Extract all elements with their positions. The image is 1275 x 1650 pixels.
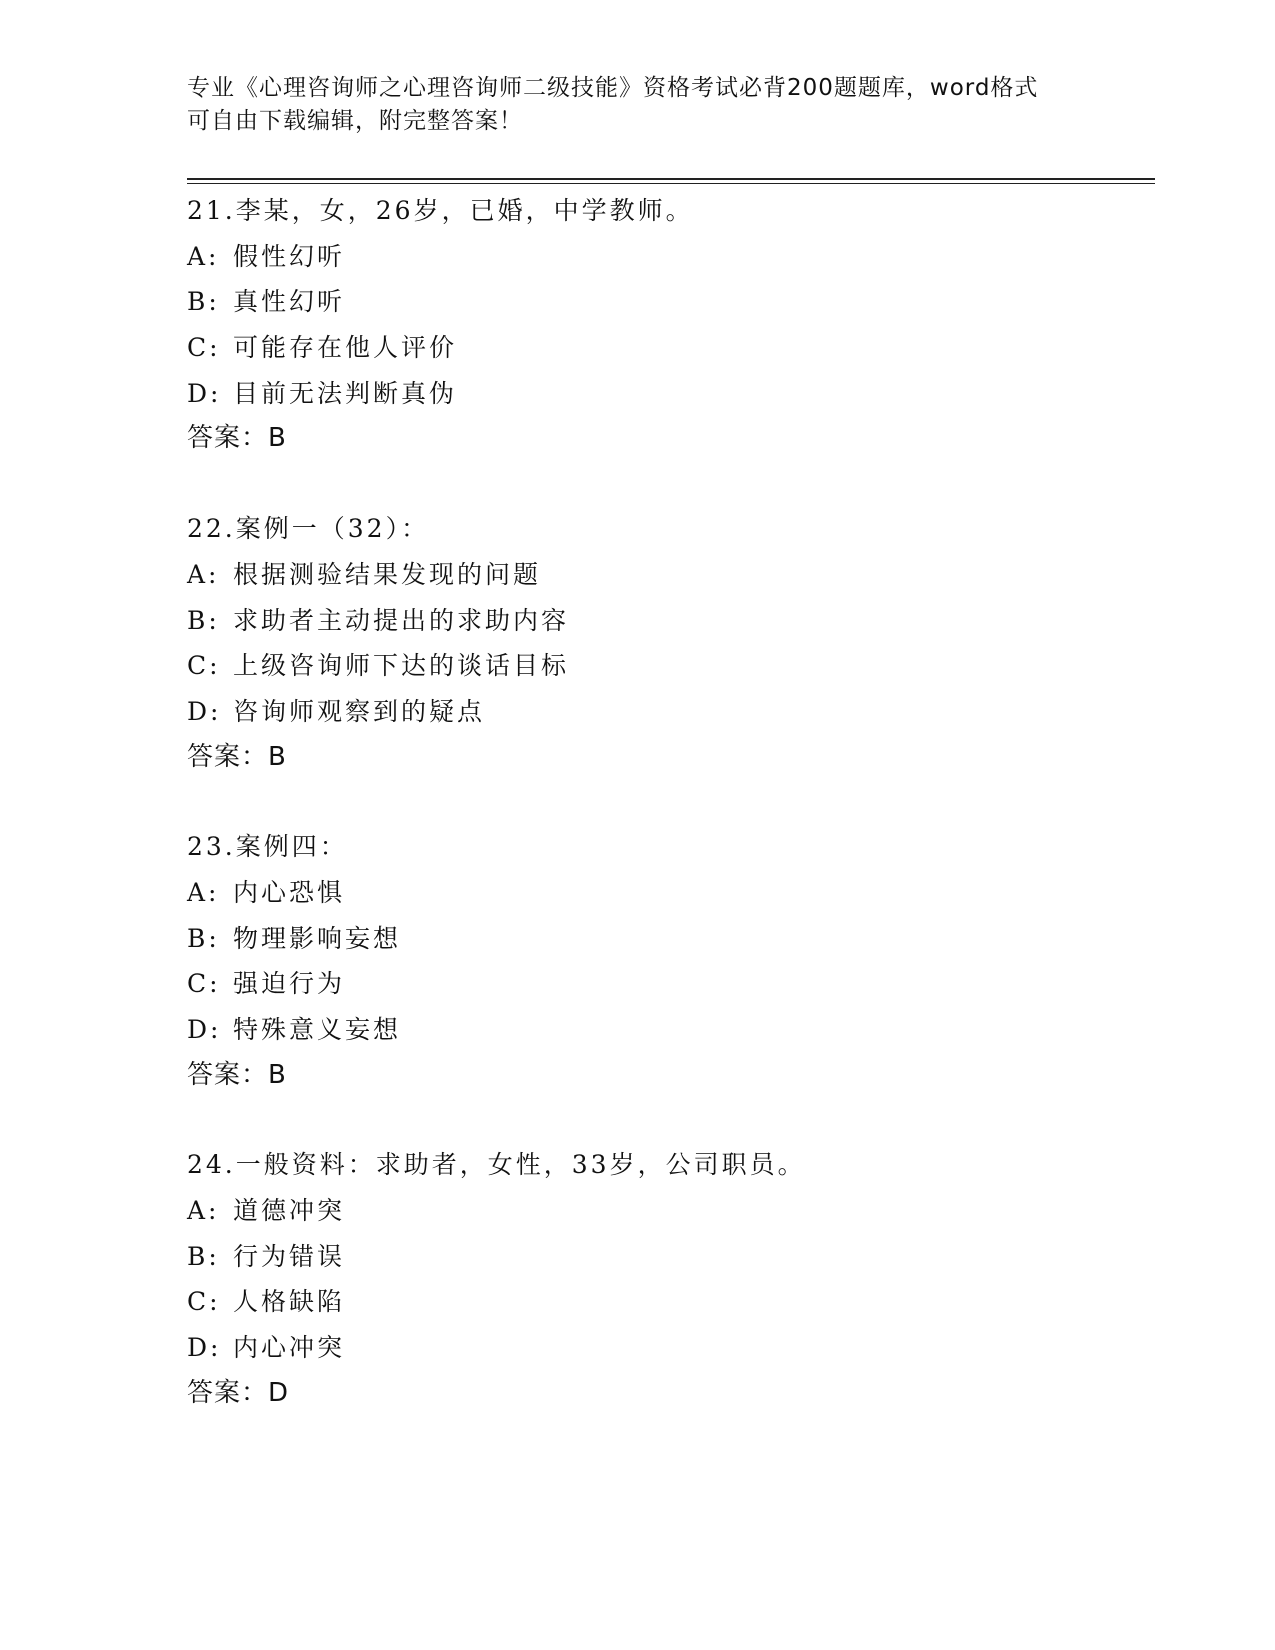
option-text: 强迫行为 [233, 969, 346, 999]
option-b [187, 1234, 1155, 1280]
header-divider-thin [187, 183, 1155, 184]
option-letter: B: [187, 605, 220, 635]
header-divider-thick [187, 178, 1155, 180]
option-a [187, 552, 1155, 598]
option-text: 内心恐惧 [233, 877, 346, 907]
header-line-2: 可自由下载编辑，附完整答案！ [187, 108, 523, 134]
option-b [187, 916, 1155, 962]
option-text: 人格缺陷 [233, 1287, 346, 1317]
option-b [187, 598, 1155, 644]
option-letter: A: [187, 241, 220, 271]
answer-line: 答案：B [187, 1059, 287, 1090]
question-22 [187, 506, 1155, 780]
option-text: 道德冲突 [233, 1196, 346, 1226]
option-letter: C: [187, 1287, 221, 1317]
option-d [187, 1007, 1155, 1053]
option-a [187, 234, 1155, 280]
option-text: 可能存在他人评价 [233, 333, 458, 363]
option-text: 真性幻听 [233, 287, 346, 317]
question-stem: 21.李某，女，26岁，已婚，中学教师。 [187, 196, 694, 225]
question-23 [187, 824, 1155, 1098]
answer-line: 答案：B [187, 423, 287, 454]
question-stem: 22.案例一（32）： [187, 514, 430, 544]
question-list [187, 188, 1155, 1461]
option-a [187, 1188, 1155, 1234]
option-text: 目前无法判断真伪 [233, 378, 458, 408]
option-text: 特殊意义妄想 [233, 1015, 402, 1044]
option-text: 内心冲突 [233, 1333, 346, 1363]
option-c [187, 961, 1155, 1007]
option-text: 行为错误 [233, 1241, 346, 1271]
option-letter: B: [187, 1241, 220, 1271]
option-text: 根据测验结果发现的问题 [233, 559, 542, 589]
option-c [187, 643, 1155, 689]
option-letter: B: [187, 923, 220, 953]
option-letter: A: [187, 1196, 220, 1226]
option-text: 上级咨询师下达的谈话目标 [233, 651, 570, 681]
option-letter: A: [187, 877, 220, 907]
option-d [187, 689, 1155, 735]
option-c [187, 325, 1155, 371]
option-c [187, 1279, 1155, 1325]
option-letter: A: [187, 559, 220, 589]
option-letter: C: [187, 333, 221, 363]
question-21 [187, 188, 1155, 462]
answer-line: 答案：D [187, 1377, 290, 1408]
option-a [187, 870, 1155, 916]
option-text: 咨询师观察到的疑点 [233, 696, 486, 726]
option-text: 求助者主动提出的求助内容 [233, 605, 570, 635]
option-d [187, 1325, 1155, 1371]
option-text: 物理影响妄想 [233, 923, 402, 953]
option-text: 假性幻听 [233, 241, 346, 271]
option-letter: D: [187, 378, 222, 408]
option-letter: C: [187, 651, 221, 681]
option-d [187, 371, 1155, 417]
question-stem: 24.一般资料：求助者，女性，33岁，公司职员。 [187, 1150, 806, 1180]
option-letter: D: [187, 696, 222, 726]
option-letter: C: [187, 969, 221, 999]
answer-line: 答案：B [187, 741, 287, 772]
option-b [187, 279, 1155, 325]
option-letter: D: [187, 1015, 222, 1044]
header-line-1: 专业《心理咨询师之心理咨询师二级技能》资格考试必背200题题库，word格式 [187, 75, 1039, 101]
document-header [187, 72, 1067, 138]
question-stem: 23.案例四： [187, 832, 348, 862]
option-letter: B: [187, 287, 220, 317]
option-letter: D: [187, 1333, 222, 1363]
question-24 [187, 1142, 1155, 1416]
